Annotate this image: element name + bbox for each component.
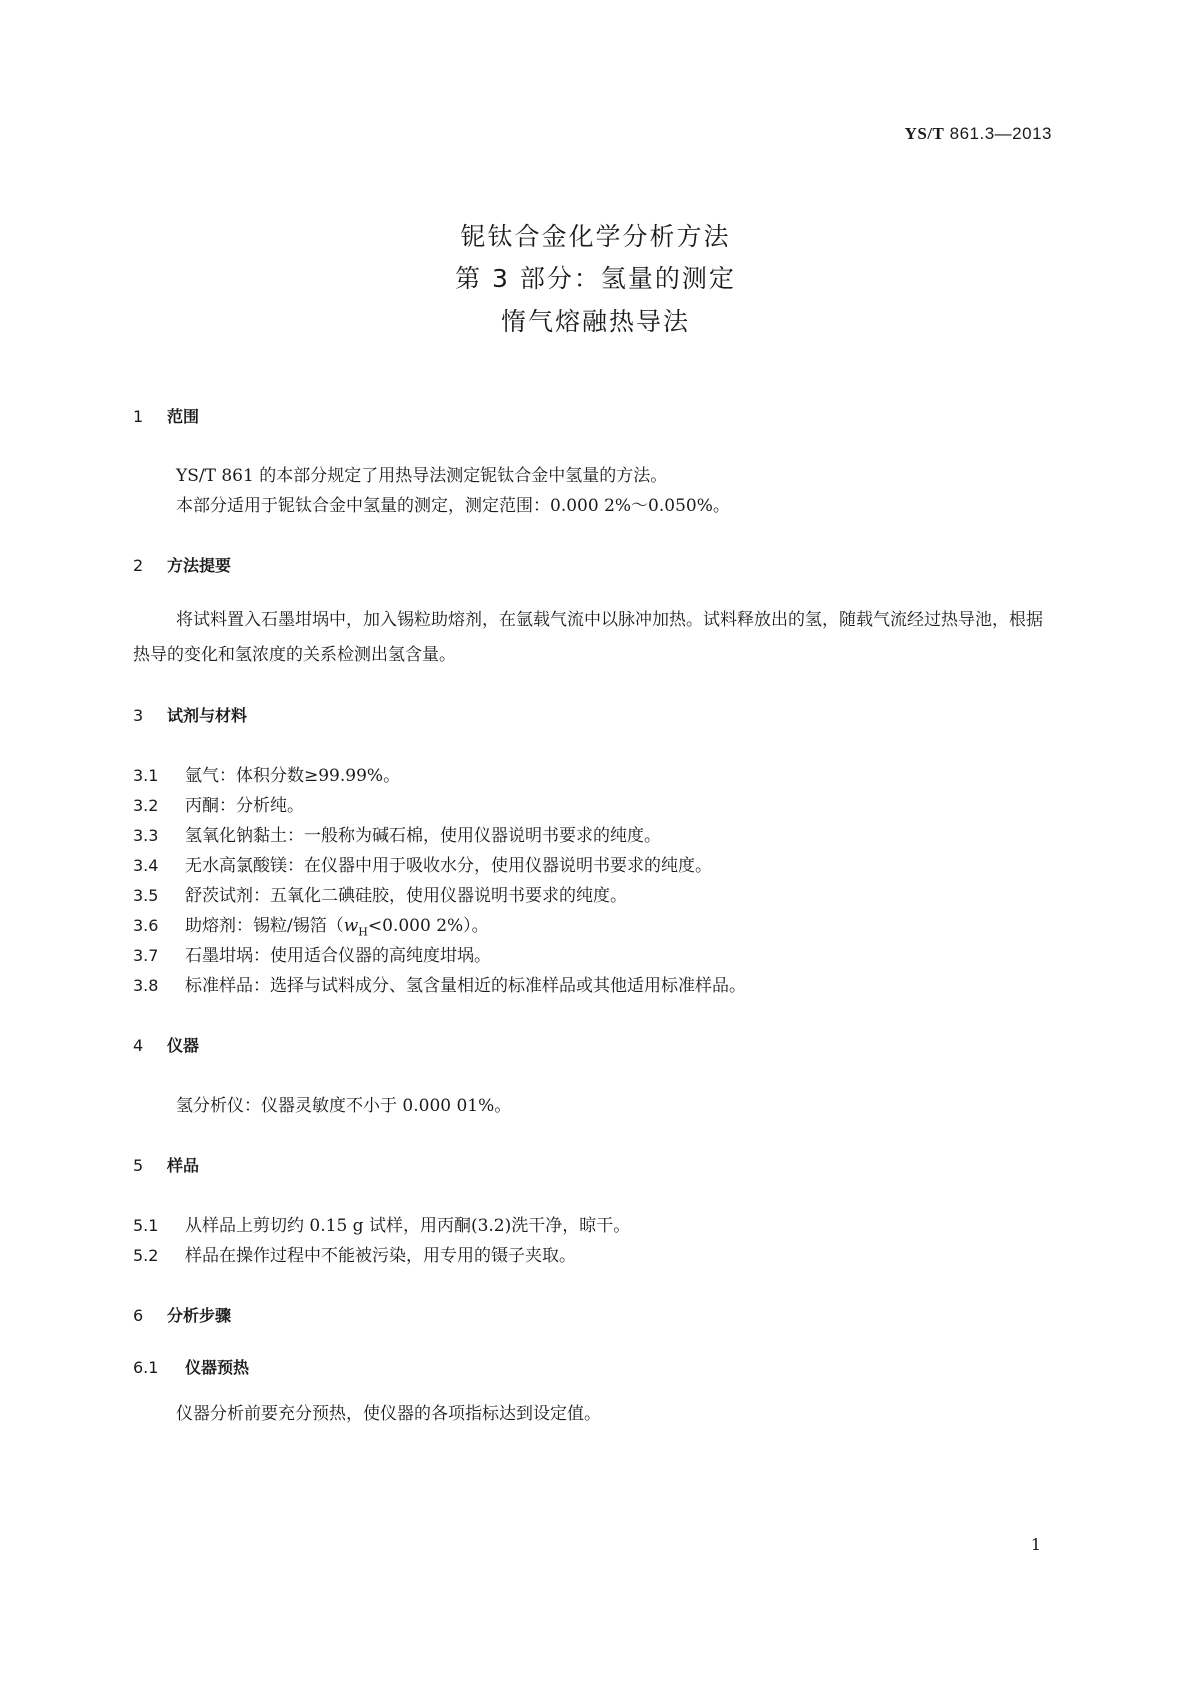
section-1-paragraph-1: YS/T 861 的本部分规定了用热导法测定铌钛合金中氢量的方法。 bbox=[176, 466, 668, 486]
item-text: 舒茨试剂：五氧化二碘硅胶，使用仪器说明书要求的纯度。 bbox=[185, 886, 627, 906]
item-text: 丙酮：分析纯。 bbox=[185, 796, 304, 816]
item-text: 无水高氯酸镁：在仪器中用于吸收水分，使用仪器说明书要求的纯度。 bbox=[185, 856, 712, 876]
section-title: 范围 bbox=[167, 407, 200, 426]
subsection-title: 仪器预热 bbox=[185, 1358, 250, 1377]
item-number: 3.7 bbox=[133, 946, 159, 965]
section-number: 2 bbox=[133, 556, 144, 575]
section-2-paragraph-1: 将试料置入石墨坩埚中，加入锡粒助熔剂，在氩载气流中以脉冲加热。试料释放出的氢，随载气流经过热导池，根据热导的变化和氢浓度的关系检测出氢含量。 bbox=[133, 610, 1043, 665]
section-title: 试剂与材料 bbox=[167, 706, 248, 725]
standard-prefix: YS/T bbox=[904, 124, 945, 143]
page-number: 1 bbox=[1030, 1535, 1041, 1554]
section-title: 分析步骤 bbox=[167, 1306, 232, 1325]
section-4-paragraph-1: 氢分析仪：仪器灵敏度不小于 0.000 01%。 bbox=[176, 1096, 512, 1116]
section-3-heading bbox=[133, 703, 247, 726]
list-item-3-5 bbox=[133, 881, 627, 906]
list-item-3-6 bbox=[133, 911, 489, 938]
mass-fraction-subscript: H bbox=[358, 925, 368, 939]
list-item-3-3 bbox=[133, 821, 661, 846]
mass-fraction-symbol: w bbox=[343, 916, 359, 936]
subsection-6-1-paragraph-1: 仪器分析前要充分预热，使仪器的各项指标达到设定值。 bbox=[176, 1404, 601, 1424]
item-text: 氢氧化钠黏土：一般称为碱石棉，使用仪器说明书要求的纯度。 bbox=[185, 826, 661, 846]
subsection-number: 6.1 bbox=[133, 1358, 159, 1377]
item-number: 5.2 bbox=[133, 1246, 159, 1265]
section-1-paragraph-2: 本部分适用于铌钛合金中氢量的测定，测定范围：0.000 2%～0.050%。 bbox=[176, 496, 730, 516]
title-line-2: 第 3 部分：氢量的测定 bbox=[455, 264, 736, 293]
title-line-3: 惰气熔融热导法 bbox=[500, 307, 690, 336]
section-title: 样品 bbox=[167, 1156, 200, 1175]
list-item-3-2 bbox=[133, 791, 304, 816]
section-6-heading bbox=[133, 1303, 231, 1326]
section-number: 5 bbox=[133, 1156, 144, 1175]
item-number: 3.5 bbox=[133, 886, 159, 905]
item-number: 3.6 bbox=[133, 916, 159, 935]
list-item-3-4 bbox=[133, 851, 712, 876]
section-number: 3 bbox=[133, 706, 144, 725]
item-number: 5.1 bbox=[133, 1216, 159, 1235]
item-text: 从样品上剪切约 0.15 g 试样，用丙酮(3.2)洗干净，晾干。 bbox=[185, 1216, 631, 1236]
item-number: 3.2 bbox=[133, 796, 159, 815]
subsection-6-1-heading bbox=[133, 1355, 249, 1378]
section-1-heading bbox=[133, 404, 199, 427]
item-number: 3.3 bbox=[133, 826, 159, 845]
section-number: 6 bbox=[133, 1306, 144, 1325]
item-number: 3.1 bbox=[133, 766, 159, 785]
item-number: 3.4 bbox=[133, 856, 159, 875]
item-number: 3.8 bbox=[133, 976, 159, 995]
item-text: 标准样品：选择与试料成分、氢含量相近的标准样品或其他适用标准样品。 bbox=[185, 976, 746, 996]
title-line-1: 铌钛合金化学分析方法 bbox=[460, 222, 731, 251]
list-item-3-7 bbox=[133, 941, 491, 966]
item-text-before: 助熔剂：锡粒/锡箔（ bbox=[185, 916, 344, 936]
item-text: 石墨坩埚：使用适合仪器的高纯度坩埚。 bbox=[185, 946, 491, 966]
list-item-3-1 bbox=[133, 761, 400, 786]
list-item-5-2 bbox=[133, 1241, 576, 1266]
item-text: 氩气：体积分数≥99.99%。 bbox=[185, 766, 401, 786]
list-item-3-8 bbox=[133, 971, 746, 996]
item-text: 样品在操作过程中不能被污染，用专用的镊子夹取。 bbox=[185, 1246, 576, 1266]
section-title: 方法提要 bbox=[167, 556, 232, 575]
item-text-after: <0.000 2%）。 bbox=[367, 916, 489, 936]
section-2-heading bbox=[133, 553, 231, 576]
section-4-heading bbox=[133, 1033, 199, 1056]
standard-number: 861.3—2013 bbox=[949, 124, 1052, 143]
list-item-5-1 bbox=[133, 1211, 630, 1236]
section-5-heading bbox=[133, 1153, 199, 1176]
section-number: 4 bbox=[133, 1036, 144, 1055]
section-number: 1 bbox=[133, 407, 144, 426]
standard-code bbox=[905, 124, 1052, 144]
section-title: 仪器 bbox=[167, 1036, 200, 1055]
